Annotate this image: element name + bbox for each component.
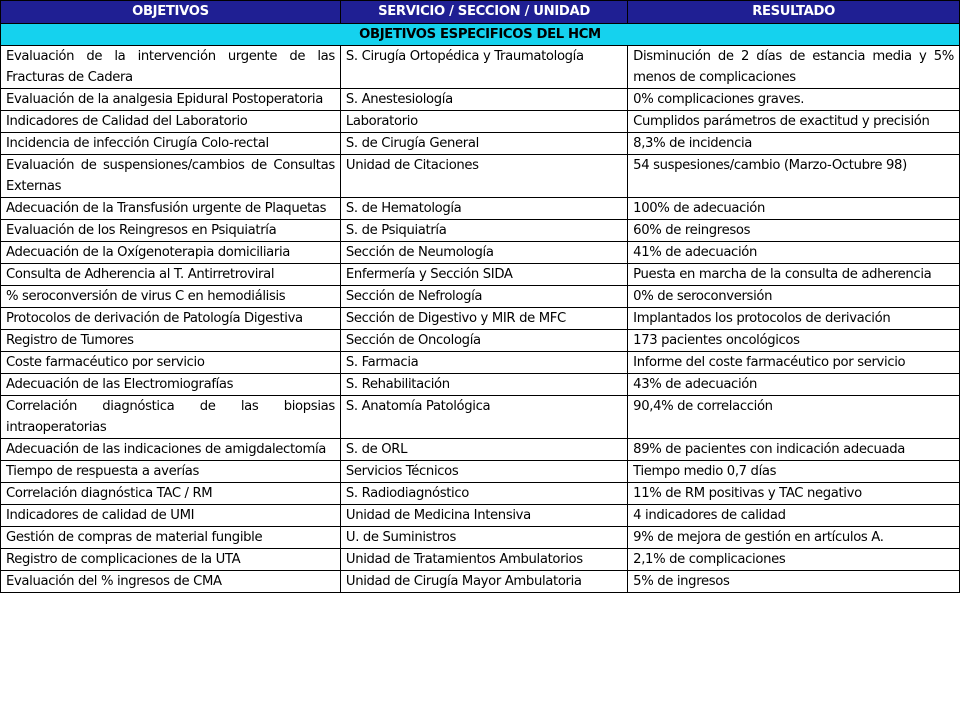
row-servicio: Servicios Técnicos bbox=[340, 461, 627, 483]
row-servicio: Laboratorio bbox=[340, 111, 627, 133]
table-row bbox=[1, 527, 960, 549]
table-row bbox=[1, 198, 960, 220]
row-objetivo: Indicadores de Calidad del Laboratorio bbox=[1, 111, 341, 133]
row-resultado: 2,1% de complicaciones bbox=[628, 549, 960, 571]
table-row bbox=[1, 374, 960, 396]
row-servicio: Sección de Digestivo y MIR de MFC bbox=[340, 308, 627, 330]
row-objetivo: Adecuación de la Transfusión urgente de Plaquetas bbox=[1, 198, 341, 220]
row-servicio: Sección de Nefrología bbox=[340, 286, 627, 308]
row-objetivo: Adecuación de las indicaciones de amigdalectomía bbox=[1, 439, 341, 461]
row-resultado: 41% de adecuación bbox=[628, 242, 960, 264]
table-row bbox=[1, 220, 960, 242]
row-objetivo: Correlación diagnóstica de las biopsias intraoperatorias bbox=[1, 396, 341, 439]
row-servicio: Unidad de Medicina Intensiva bbox=[340, 505, 627, 527]
row-servicio: Unidad de Citaciones bbox=[340, 155, 627, 198]
row-objetivo: Tiempo de respuesta a averías bbox=[1, 461, 341, 483]
row-servicio: S. Cirugía Ortopédica y Traumatología bbox=[340, 46, 627, 89]
row-resultado: 54 suspesiones/cambio (Marzo-Octubre 98) bbox=[628, 155, 960, 198]
row-servicio: S. Anestesiología bbox=[340, 89, 627, 111]
table-row bbox=[1, 549, 960, 571]
row-resultado: 0% de seroconversión bbox=[628, 286, 960, 308]
table-row bbox=[1, 264, 960, 286]
row-resultado: 89% de pacientes con indicación adecuada bbox=[628, 439, 960, 461]
row-servicio: S. Anatomía Patológica bbox=[340, 396, 627, 439]
row-servicio: S. de Hematología bbox=[340, 198, 627, 220]
row-objetivo: Consulta de Adherencia al T. Antirretroviral bbox=[1, 264, 341, 286]
subheader-title: OBJETIVOS ESPECIFICOS DEL HCM bbox=[1, 24, 960, 46]
row-resultado: Puesta en marcha de la consulta de adherencia bbox=[628, 264, 960, 286]
row-objetivo: Evaluación de suspensiones/cambios de Consultas Externas bbox=[1, 155, 341, 198]
row-resultado: 5% de ingresos bbox=[628, 571, 960, 593]
row-resultado: 43% de adecuación bbox=[628, 374, 960, 396]
row-servicio: Sección de Neumología bbox=[340, 242, 627, 264]
row-objetivo: Protocolos de derivación de Patología Digestiva bbox=[1, 308, 341, 330]
row-objetivo: Evaluación de los Reingresos en Psiquiatría bbox=[1, 220, 341, 242]
row-objetivo: Evaluación del % ingresos de CMA bbox=[1, 571, 341, 593]
row-resultado: 0% complicaciones graves. bbox=[628, 89, 960, 111]
row-objetivo: Correlación diagnóstica TAC / RM bbox=[1, 483, 341, 505]
table-row bbox=[1, 396, 960, 439]
row-resultado: 4 indicadores de calidad bbox=[628, 505, 960, 527]
header-objetivos: OBJETIVOS bbox=[1, 1, 341, 24]
table-row bbox=[1, 286, 960, 308]
row-resultado: Disminución de 2 días de estancia media y 5% menos de complicaciones bbox=[628, 46, 960, 89]
header-servicio: SERVICIO / SECCION / UNIDAD bbox=[340, 1, 627, 24]
row-servicio: U. de Suministros bbox=[340, 527, 627, 549]
header-row bbox=[1, 1, 960, 24]
table-row bbox=[1, 352, 960, 374]
row-resultado: 100% de adecuación bbox=[628, 198, 960, 220]
table-body bbox=[1, 46, 960, 593]
table-row bbox=[1, 483, 960, 505]
row-objetivo: Indicadores de calidad de UMI bbox=[1, 505, 341, 527]
row-servicio: Sección de Oncología bbox=[340, 330, 627, 352]
row-objetivo: % seroconversión de virus C en hemodiálisis bbox=[1, 286, 341, 308]
row-servicio: Unidad de Tratamientos Ambulatorios bbox=[340, 549, 627, 571]
row-servicio: S. de Cirugía General bbox=[340, 133, 627, 155]
row-objetivo: Evaluación de la intervención urgente de las Fracturas de Cadera bbox=[1, 46, 341, 89]
row-resultado: 9% de mejora de gestión en artículos A. bbox=[628, 527, 960, 549]
row-servicio: S. de Psiquiatría bbox=[340, 220, 627, 242]
row-resultado: 11% de RM positivas y TAC negativo bbox=[628, 483, 960, 505]
row-objetivo: Evaluación de la analgesia Epidural Postoperatoria bbox=[1, 89, 341, 111]
row-resultado: 8,3% de incidencia bbox=[628, 133, 960, 155]
table-row bbox=[1, 308, 960, 330]
table-row bbox=[1, 330, 960, 352]
row-servicio: S. de ORL bbox=[340, 439, 627, 461]
row-servicio: Enfermería y Sección SIDA bbox=[340, 264, 627, 286]
row-objetivo: Coste farmacéutico por servicio bbox=[1, 352, 341, 374]
row-resultado: 173 pacientes oncológicos bbox=[628, 330, 960, 352]
table-row bbox=[1, 133, 960, 155]
row-objetivo: Gestión de compras de material fungible bbox=[1, 527, 341, 549]
row-servicio: S. Radiodiagnóstico bbox=[340, 483, 627, 505]
table-row bbox=[1, 242, 960, 264]
row-servicio: S. Farmacia bbox=[340, 352, 627, 374]
table-row bbox=[1, 505, 960, 527]
row-resultado: 60% de reingresos bbox=[628, 220, 960, 242]
row-objetivo: Adecuación de la Oxígenoterapia domiciliaria bbox=[1, 242, 341, 264]
table-row bbox=[1, 571, 960, 593]
table-row bbox=[1, 111, 960, 133]
subheader-row bbox=[1, 24, 960, 46]
row-resultado: Implantados los protocolos de derivación bbox=[628, 308, 960, 330]
row-objetivo: Incidencia de infección Cirugía Colo-rectal bbox=[1, 133, 341, 155]
row-objetivo: Adecuación de las Electromiografías bbox=[1, 374, 341, 396]
row-servicio: Unidad de Cirugía Mayor Ambulatoria bbox=[340, 571, 627, 593]
row-objetivo: Registro de Tumores bbox=[1, 330, 341, 352]
row-resultado: Tiempo medio 0,7 días bbox=[628, 461, 960, 483]
row-resultado: 90,4% de correlacción bbox=[628, 396, 960, 439]
header-resultado: RESULTADO bbox=[628, 1, 960, 24]
table-row bbox=[1, 46, 960, 89]
row-objetivo: Registro de complicaciones de la UTA bbox=[1, 549, 341, 571]
row-resultado: Informe del coste farmacéutico por servicio bbox=[628, 352, 960, 374]
table-row bbox=[1, 89, 960, 111]
table-row bbox=[1, 439, 960, 461]
table-row bbox=[1, 155, 960, 198]
row-resultado: Cumplidos parámetros de exactitud y precisión bbox=[628, 111, 960, 133]
row-servicio: S. Rehabilitación bbox=[340, 374, 627, 396]
table-row bbox=[1, 461, 960, 483]
